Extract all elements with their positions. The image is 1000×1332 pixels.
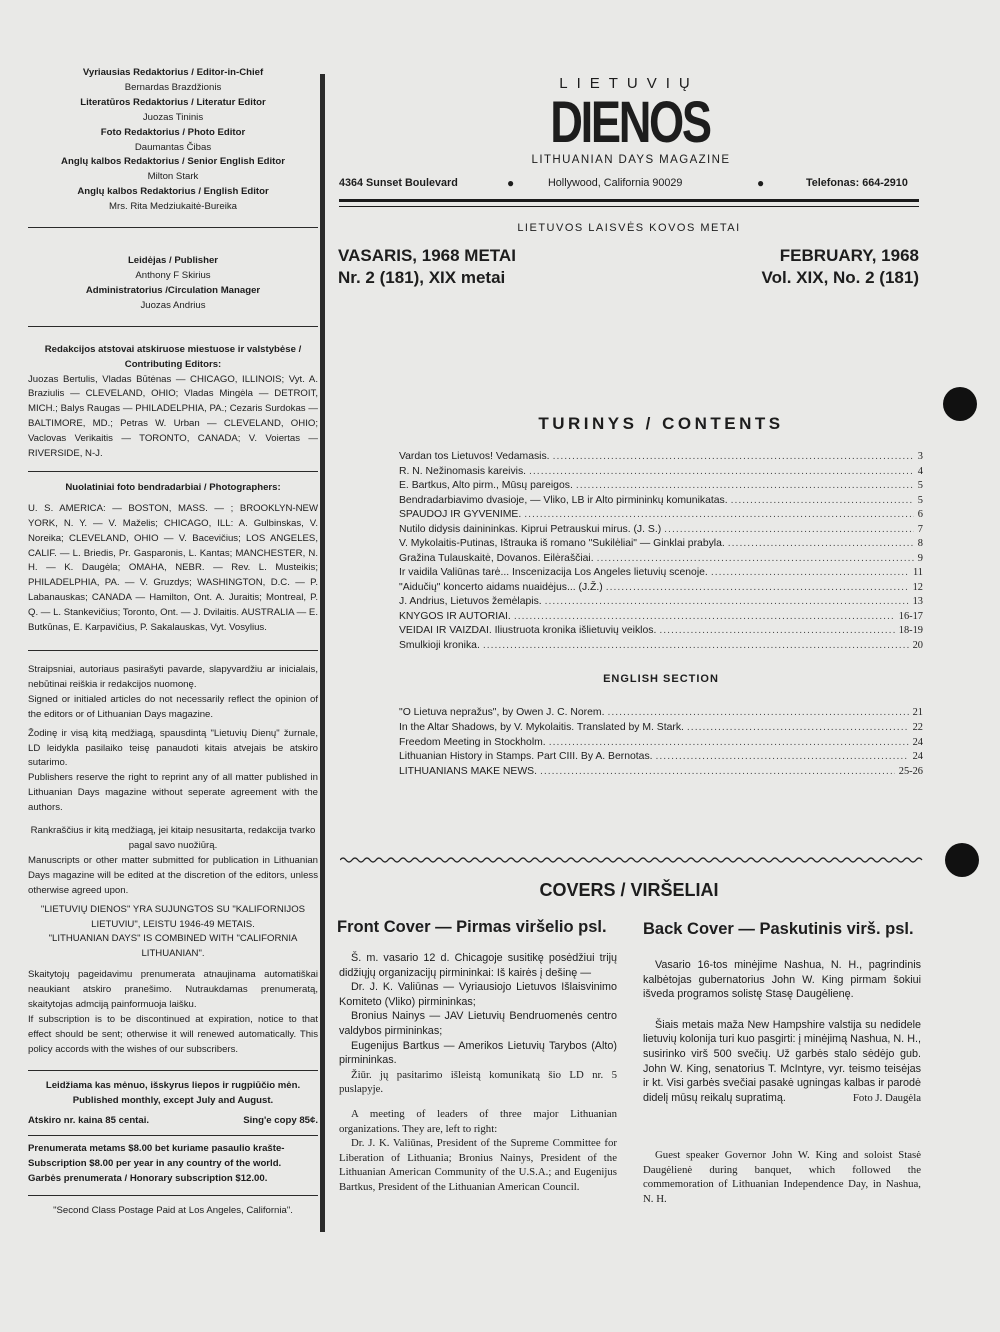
contents-item-title: Freedom Meeting in Stockholm. bbox=[399, 736, 546, 748]
senior-editor-name: Milton Stark bbox=[147, 171, 199, 183]
notice-2: Signed or initialed articles do not necessarily reflect the opinion of the editors or of Lithuanian Days magazine. bbox=[28, 693, 318, 720]
contents-item bbox=[399, 480, 923, 495]
editor-role: Vyriausias Redaktorius / Editor-in-Chief bbox=[82, 67, 264, 78]
contents-item-title: R. N. Nežinomasis kareivis. bbox=[399, 465, 527, 477]
back-cover-p2: Šiais metais maža New Hampshire valstija su nedidele lietuvių kolonija turi kuo pasgirti: į minėjimą Nashua, N. H., susirinko virš 500 svečių. Už garbės stalo sėdėjo gub. John W. King, senatorius T. McIntyre, vyr. teismo teisėjas ir kt. Visi garbės svečiai pasakė ugningas kalbas ir parodė didelį mūsų reikalų supratimą. bbox=[643, 1018, 921, 1104]
divider bbox=[28, 326, 318, 327]
divider bbox=[28, 1195, 318, 1196]
contents-item bbox=[399, 567, 923, 582]
notice-3: Žodinę ir visą kitą medžiagą, spausdintą "Lietuvių Dienų" žurnale, LD leidykla pasilaiko teisę panaudoti kitais atvejais be atskiro sutarimo. bbox=[28, 727, 318, 769]
punch-hole-icon bbox=[943, 387, 977, 421]
notice-6: Manuscripts or other matter submitted for publication in Lithuanian Days magazine will be edited at the discretion of the editors, unless otherwise agreed upon. bbox=[28, 854, 318, 896]
column-rule bbox=[320, 74, 325, 1232]
contents-item-title: In the Altar Shadows, by V. Mykolaitis. Translated by M. Stark. bbox=[399, 721, 684, 733]
contents-item-page: 11 bbox=[912, 567, 923, 578]
masthead-subtitle: LITHUANIAN DAYS MAGAZINE bbox=[531, 154, 731, 166]
contents-item bbox=[399, 596, 923, 611]
contents-item bbox=[399, 495, 923, 510]
contents-item-title: KNYGOS IR AUTORIAI. bbox=[399, 610, 511, 622]
contents-item bbox=[399, 707, 923, 722]
leader-dots bbox=[597, 553, 914, 568]
contents-item-page: 5 bbox=[917, 480, 923, 491]
back-cover-en: Guest speaker Governor John W. King and soloist Stasė Daugėlienė during banquet, which followed the commemoration of Lithuanian Independence Day, in Nashua, N. H. bbox=[643, 1148, 921, 1205]
senior-editor-role: Anglų kalbos Redaktorius / Senior English Editor bbox=[61, 156, 285, 168]
back-cover-p1: Vasario 16-tos minėjime Nashua, N. H., pagrindinis kalbėtojas gubernatorius John W. King pirmam šokiui išveda programos solistę Stasę Daugėlienę. bbox=[643, 959, 921, 1001]
back-cover-heading: Back Cover — Paskutinis virš. psl. bbox=[643, 920, 914, 938]
contents-item bbox=[399, 625, 923, 640]
leader-dots bbox=[711, 567, 909, 582]
bullet-icon: ● bbox=[507, 176, 515, 190]
contents-item bbox=[399, 751, 923, 766]
contents-item-title: VEIDAI IR VAIZDAI. Iliustruota kronika išlietuvių veiklos. bbox=[399, 625, 657, 636]
divider bbox=[28, 1070, 318, 1071]
contents-item-title: Ir vaidila Valiūnas tarė... Inscenizacija Los Angeles lietuvių scenoje. bbox=[399, 567, 708, 578]
photo-credit: Foto J. Daugėla bbox=[852, 1092, 921, 1105]
leader-dots bbox=[524, 509, 914, 524]
contents-item-title: Nutilo didysis dainininkas. Kiprui Petrauskui mirus. (J. S.) bbox=[399, 523, 662, 535]
price-lt: Atskiro nr. kaina 85 centai. bbox=[28, 1115, 150, 1127]
contents-item-page: 6 bbox=[917, 509, 923, 520]
photographers-body: U. S. AMERICA: — BOSTON, MASS. — ; BROOKLYN-NEW YORK, N. Y. — V. Maželis; CHICAGO, ILL: A. Gulbinskas, V. Noreika; CLEVELAND, OHIO — V. Bacevičius; LOS ANGELES, CALIF. — L. Briedis, Pr. Gasparonis, L. Kantas; MANCHESTER, N. H. — K. Daugėla; OMAHA, NEBR. — Rev. L. Musteikis; PHILADELPHIA, PA. — V. Gruzdys; WASHINGTON, D.C. — P. Labanauskas; CANADA — Hamilton, Ont. A. Juraitis; Montreal, P. Q. — L. Stankevičius; Toronto, Ont. — J. Dvilaitis. AUSTRALIA — E. Butkūnas, E. Karpavičius, P. Sakalauskas, Vyt. Vosylius. bbox=[28, 502, 318, 634]
front-cover-p3: Bronius Nainys — JAV Lietuvių Bendruomenės centro valdybos pirmininkas; bbox=[339, 1010, 617, 1037]
divider bbox=[28, 1135, 318, 1136]
photo-editor-name: Daumantas Čibas bbox=[134, 141, 212, 153]
front-cover-en1: A meeting of leaders of three major Lithuanian organizations. They are, left to right: bbox=[339, 1107, 617, 1135]
leader-dots bbox=[687, 722, 909, 737]
contents-item-title: LITHUANIANS MAKE NEWS. bbox=[399, 766, 537, 778]
contents-item-title: V. Mykolaitis-Putinas, Ištrauka iš romano "Sukilėliai" — Ginklai prabyla. bbox=[399, 538, 725, 549]
leader-dots bbox=[483, 640, 909, 655]
contents-item-title: "O Lietuva nepražus", by Owen J. C. Norem. bbox=[399, 707, 605, 718]
divider bbox=[28, 650, 318, 651]
lit-editor-role: Literatūros Redaktorius / Literatur Editor bbox=[80, 96, 266, 108]
contents-item bbox=[399, 582, 923, 597]
front-cover-p4: Eugenijus Bartkus — Amerikos Lietuvių Tarybos (Alto) pirmininkas. bbox=[339, 1039, 617, 1067]
contents-item bbox=[399, 466, 923, 481]
english-editor-name: Mrs. Rita Medziukaitė-Bureika bbox=[109, 201, 237, 213]
notice-12: Published monthly, except July and August. bbox=[72, 1094, 274, 1106]
subscription-2: Subscription $8.00 per year in any country of the world. bbox=[28, 1158, 282, 1170]
contents-item-page: 4 bbox=[917, 465, 923, 477]
contents-item-page: 20 bbox=[912, 639, 923, 651]
wavy-divider bbox=[340, 855, 925, 865]
address: 4364 Sunset Boulevard bbox=[339, 177, 458, 189]
contents-item-page: 5 bbox=[917, 494, 923, 506]
leader-dots bbox=[664, 524, 914, 539]
contents-item-title: Bendradarbiavimo dvasioje, — Vliko, LB ir Alto pirmininkų komunikatas. bbox=[399, 494, 728, 506]
contents-item-page: 3 bbox=[917, 451, 923, 462]
issue-en: Vol. XIX, No. 2 (181) bbox=[761, 268, 919, 287]
contents-item bbox=[399, 611, 923, 626]
leader-dots bbox=[545, 596, 909, 611]
contents-item-page: 13 bbox=[912, 596, 923, 607]
leader-dots bbox=[576, 480, 914, 495]
postage-notice: "Second Class Postage Paid at Los Angeles, California". bbox=[53, 1205, 293, 1217]
covers-heading: COVERS / VIRŠELIAI bbox=[539, 880, 719, 900]
contributing-body: Juozas Bertulis, Vladas Būtėnas — CHICAGO, ILLINOIS; Vyt. A. Braziulis — CLEVELAND, OHIO; Vladas Mingėla — DETROIT, MICH.; Balys Raugas — PHILADELPHIA, PA.; Cezaris Surdokas — BALTIMORE, MD.; Petras W. Urban — CLEVELAND, OHIO; Vaclovas Verikaitis — TORONTO, CANADA; V. Voiertas — RIVERSIDE, N-J. bbox=[28, 373, 318, 460]
photographers-heading: Nuolatiniai foto bendradarbiai / Photographers: bbox=[65, 481, 281, 493]
contents-item bbox=[399, 640, 923, 655]
price-en: Sing'e copy 85¢. bbox=[243, 1115, 318, 1127]
staff-column bbox=[28, 66, 318, 1219]
contents-item-page: 16-17 bbox=[898, 610, 923, 622]
contents-item-page: 24 bbox=[912, 751, 923, 763]
contents-item bbox=[399, 451, 923, 466]
contents-item-title: SPAUDOJ IR GYVENIME. bbox=[399, 509, 522, 520]
leader-dots bbox=[514, 611, 895, 626]
lit-editor-name: Juozas Tininis bbox=[142, 111, 204, 123]
masthead-rule bbox=[339, 206, 919, 207]
leader-dots bbox=[731, 495, 914, 510]
contents-item bbox=[399, 737, 923, 752]
leader-dots bbox=[553, 451, 914, 466]
front-cover-p5: Žiūr. jų pasitarimo išleistą komunikatą šio LD nr. 5 puslapyje. bbox=[339, 1068, 617, 1096]
publisher-name: Anthony F Skirius bbox=[135, 269, 211, 281]
contents-item-page: 21 bbox=[912, 707, 923, 718]
notice-10: If subscription is to be discontinued at expiration, notice to that effect should be sent; otherwise it will renewed automatically. This policy accords with the wishes of our subscribers. bbox=[28, 1013, 318, 1055]
contents-item-page: 22 bbox=[912, 721, 923, 733]
leader-dots bbox=[529, 466, 914, 481]
masthead-small-title: LIETUVIŲ bbox=[559, 75, 699, 92]
leader-dots bbox=[549, 737, 909, 752]
admin-role: Administratorius /Circulation Manager bbox=[85, 284, 261, 296]
photo-editor-role: Foto Redaktorius / Photo Editor bbox=[100, 126, 246, 138]
front-cover-p1: Š. m. vasario 12 d. Chicagoje susitikę posėdžiui trijų didžiųjų organizacijų pirmininkai: Iš kairės į dešinę — bbox=[339, 952, 617, 979]
leader-dots bbox=[656, 751, 909, 766]
contents-item-title: "Aidučių" koncerto aidams nuaidėjus... (J.Ž.) bbox=[399, 581, 603, 593]
notice-1: Straipsniai, autoriaus pasirašyti pavarde, slapyvardžiu ar inicialais, nebūtinai reiškia ir redakcijos nuomonę. bbox=[28, 664, 318, 690]
editor-name: Bernardas Brazdžionis bbox=[124, 81, 222, 93]
contents-item-title: E. Bartkus, Alto pirm., Mūsų pareigos. bbox=[399, 480, 573, 491]
contents-item-title: Lithuanian History in Stamps. Part CIII. By A. Bernotas. bbox=[399, 751, 653, 763]
contents-item-page: 9 bbox=[917, 552, 923, 564]
divider bbox=[28, 471, 318, 472]
date-lt: VASARIS, 1968 METAI bbox=[338, 246, 516, 265]
notice-5: Rankraščius ir kitą medžiagą, jei kitaip nesusitarta, redakcija tvarko pagal savo nuožiūrą. bbox=[30, 825, 316, 851]
contents-item-title: Smulkioji kronika. bbox=[399, 639, 480, 651]
publisher-role: Leidėjas / Publisher bbox=[127, 255, 219, 267]
notice-8: "LITHUANIAN DAYS" IS COMBINED WITH "CALIFORNIA LITHUANIAN". bbox=[48, 933, 298, 960]
subscription-1: Prenumerata metams $8.00 bet kuriame pasaulio krašte- bbox=[28, 1143, 285, 1155]
contents-item bbox=[399, 722, 923, 737]
notice-9: Skaitytojų pageidavimu prenumerata atnaujinama automatiškai neaukiant atskiro pranešimo. Nutraukdamas prenumeratą, skaitytojas admciją painformuoja laišku. bbox=[28, 969, 318, 1011]
front-cover-text bbox=[339, 951, 617, 1195]
phone: Telefonas: 664-2910 bbox=[806, 177, 908, 189]
notice-7: "LIETUVIŲ DIENOS" YRA SUJUNGTOS SU "KALIFORNIJOS LIETUVIU", LEISTU 1946-49 METAIS. bbox=[40, 903, 306, 930]
date-en: FEBRUARY, 1968 bbox=[779, 246, 919, 265]
leader-dots bbox=[728, 538, 914, 553]
contents-item-title: Vardan tos Lietuvos! Vedamasis. bbox=[399, 451, 550, 462]
leader-dots bbox=[607, 707, 908, 722]
subscription-3: Garbės prenumerata / Honorary subscription $12.00. bbox=[28, 1173, 268, 1185]
contents-item-title: J. Andrius, Lietuvos žemėlapis. bbox=[399, 596, 542, 607]
contributing-heading: Redakcijos atstovai atskiruose miestuose ir valstybėse / Contributing Editors: bbox=[44, 343, 302, 370]
contents-item bbox=[399, 524, 923, 539]
contents-item-title: Gražina Tulauskaitė, Dovanos. Eilėraščiai. bbox=[399, 552, 594, 564]
masthead-rule bbox=[339, 199, 919, 202]
english-editor-role: Anglų kalbos Redaktorius / English Editor bbox=[77, 186, 269, 198]
leader-dots bbox=[659, 625, 894, 640]
contents-item bbox=[399, 553, 923, 568]
price-row bbox=[28, 1114, 318, 1129]
contents-item-page: 8 bbox=[917, 538, 923, 549]
notice-4: Publishers reserve the right to reprint any of all matter published in Lithuanian Days magazine without seperate agreement with the authors. bbox=[28, 772, 318, 814]
masthead-title: DIENOS bbox=[550, 90, 710, 155]
front-cover-en2: Dr. J. K. Valiūnas, President of the Supreme Committee for Liberation of Lithuania; Bronius Nainys, President of the Lithuanian American Community of the U.S.A.; and Eugenijus Bartkus, President of the Lithuanian American Council. bbox=[339, 1137, 617, 1193]
motto: LIETUVOS LAISVĖS KOVOS METAI bbox=[517, 222, 741, 234]
contents-item bbox=[399, 538, 923, 553]
city: Hollywood, California 90029 bbox=[548, 177, 683, 189]
contents-item-page: 7 bbox=[917, 523, 923, 535]
contents-item bbox=[399, 509, 923, 524]
admin-name: Juozas Andrius bbox=[140, 299, 206, 311]
english-section-heading: ENGLISH SECTION bbox=[603, 673, 719, 685]
contents-item-page: 12 bbox=[912, 581, 923, 593]
punch-hole-icon bbox=[945, 843, 979, 877]
leader-dots bbox=[540, 766, 895, 781]
front-cover-p2: Dr. J. K. Valiūnas — Vyriausiojo Lietuvos Išlaisvinimo Komiteto (Vliko) pirmininkas; bbox=[339, 981, 617, 1008]
back-cover-text bbox=[643, 958, 921, 1206]
leader-dots bbox=[606, 582, 909, 597]
notice-11: Leidžiama kas mėnuo, išskyrus liepos ir rugpiūčio mėn. bbox=[45, 1079, 301, 1091]
contents-item-page: 25-26 bbox=[898, 766, 923, 778]
issue-lt: Nr. 2 (181), XIX metai bbox=[338, 268, 506, 287]
contents-item-page: 24 bbox=[912, 736, 923, 748]
bullet-icon: ● bbox=[757, 176, 765, 190]
divider bbox=[28, 227, 318, 228]
contents-item bbox=[399, 766, 923, 781]
contents-heading: TURINYS / CONTENTS bbox=[538, 414, 784, 433]
front-cover-heading: Front Cover — Pirmas viršelio psl. bbox=[337, 918, 607, 936]
contents-item-page: 18-19 bbox=[898, 625, 923, 636]
